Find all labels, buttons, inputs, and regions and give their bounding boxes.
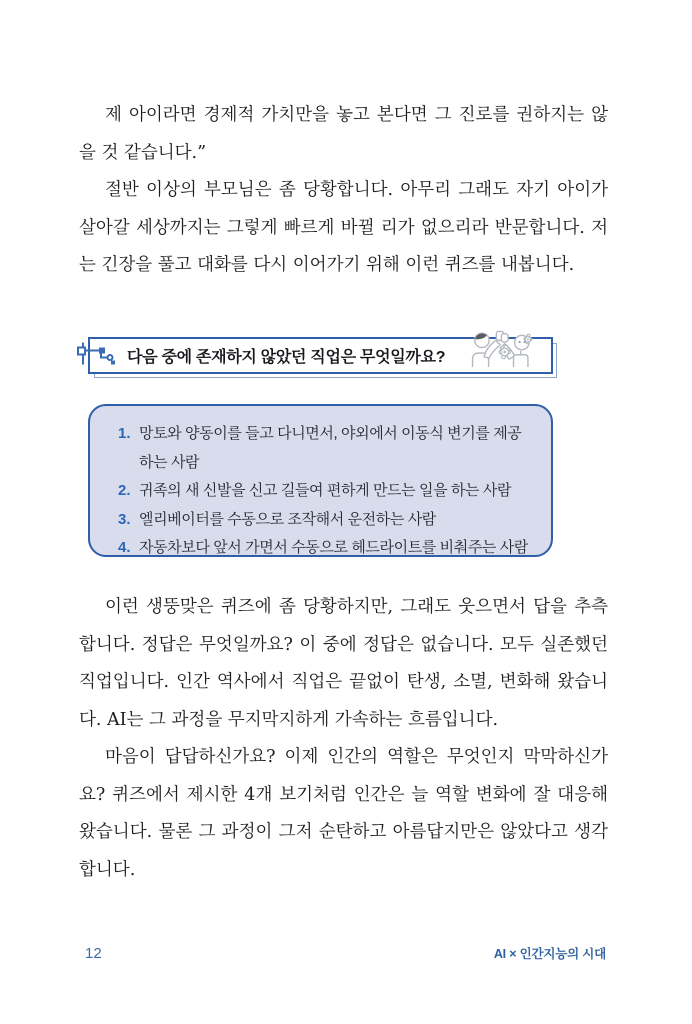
option-text: 엘리베이터를 수동으로 조작해서 운전하는 사람 bbox=[139, 510, 436, 528]
quiz-question-title: 다음 중에 존재하지 않았던 직업은 무엇일까요? bbox=[127, 349, 446, 366]
quiz-option-2 bbox=[118, 477, 529, 506]
quiz-option-1 bbox=[118, 420, 529, 477]
body-text-lower bbox=[79, 589, 608, 889]
paragraph: 절반 이상의 부모님은 좀 당황합니다. 아무리 그래도 자기 아이가 살아갈 세상까지는 그렇게 빠르게 바뀔 리가 없으리라 반문합니다. 저는 긴장을 풀고 대화를 다시 이어가기 위해 이런 퀴즈를 내봅니다. bbox=[79, 180, 608, 275]
option-number: 3. bbox=[118, 510, 131, 528]
page-number: 12 bbox=[85, 945, 102, 962]
option-text: 귀족의 새 신발을 신고 길들여 편하게 만드는 일을 하는 사람 bbox=[139, 482, 512, 499]
option-number: 1. bbox=[118, 425, 131, 442]
option-number: 4. bbox=[118, 539, 131, 556]
option-text: 자동차보다 앞서 가면서 수동으로 헤드라이트를 비춰주는 사람 bbox=[139, 539, 528, 556]
page-footer bbox=[85, 944, 606, 962]
human-robot-highfive-illustration bbox=[467, 327, 539, 372]
paragraph: 마음이 답답하신가요? 이제 인간의 역할은 무엇인지 막막하신가요? 퀴즈에서 제시한 4개 보기처럼 인간은 늘 역할 변화에 잘 대응해 왔습니다. 물론 그 과정이 그저 순탄하고 아름답지만은 않았다고 생각합니다. bbox=[79, 747, 608, 880]
running-title: AI × 인간지능의 시대 bbox=[493, 947, 606, 961]
body-text-upper bbox=[79, 97, 608, 285]
quiz-options-box bbox=[88, 404, 553, 557]
paragraph: 제 아이라면 경제적 가치만을 놓고 본다면 그 진로를 권하지는 않을 것 같습니다.” bbox=[79, 105, 608, 163]
option-number: 2. bbox=[118, 482, 131, 499]
quiz-option-3 bbox=[118, 506, 529, 535]
quiz-title-box bbox=[88, 337, 553, 374]
paragraph: 이런 생뚱맞은 퀴즈에 좀 당황하지만, 그래도 웃으면서 답을 추측합니다. 정답은 무엇일까요? 이 중에 정답은 없습니다. 모두 실존했던 직업입니다. 인간 역사에서 직업은 끝없이 탄생, 소멸, 변화해 왔습니다. AI는 그 과정을 무지막지하게 가속하는 흐름입니다. bbox=[79, 597, 608, 730]
option-text: 망토와 양동이를 들고 다니면서, 야외에서 이동식 변기를 제공하는 사람 bbox=[139, 425, 522, 471]
quiz-option-4 bbox=[118, 534, 529, 563]
circuit-nodes-icon bbox=[77, 341, 117, 370]
